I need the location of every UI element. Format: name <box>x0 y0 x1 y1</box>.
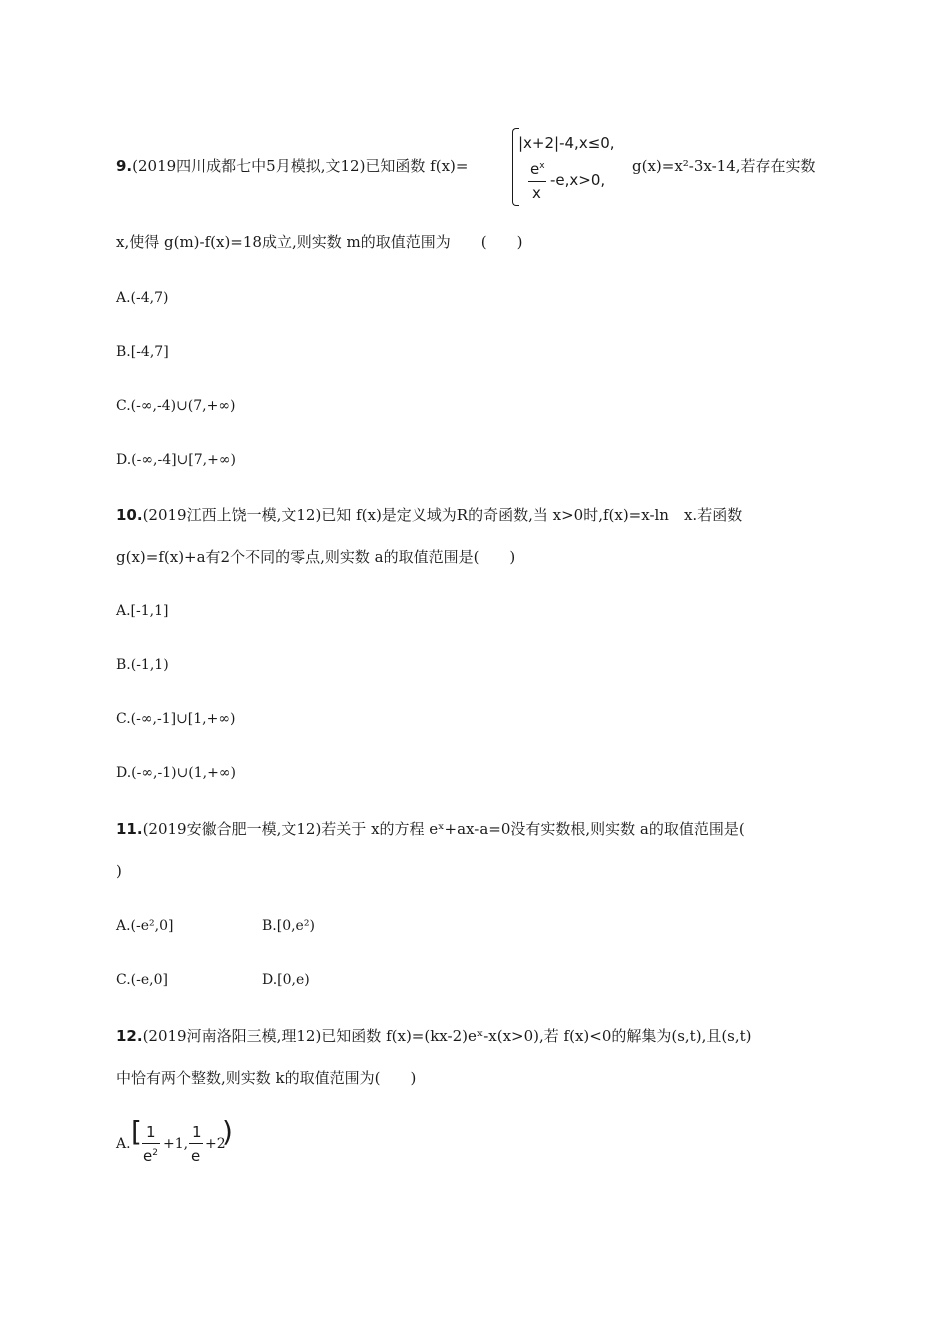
q12-optA-right-paren: ) <box>222 1115 233 1148</box>
q11-line2: ) <box>116 862 122 880</box>
q12-optA-den1-sup: 2 <box>152 1148 158 1158</box>
q12-optA-num2: 1 <box>192 1123 202 1141</box>
q9-case2-den: x <box>532 184 541 202</box>
q10-option-a[interactable]: A.[-1,1] <box>116 603 169 619</box>
q12-optA-label: A. <box>116 1136 131 1152</box>
q12-stem-a: (2019河南洛阳三模,理12)已知函数 f(x)=(kx-2)eˣ-x(x>0),若 f(x)<0的解集为(s,t),且(s,t) <box>142 1027 752 1045</box>
q11-option-d[interactable]: D.[0,e) <box>262 972 310 988</box>
q9-option-b[interactable]: B.[-4,7] <box>116 344 169 360</box>
q12-optA-den1-e: e <box>143 1147 153 1165</box>
q9-case2-fracline <box>528 181 546 182</box>
q12-optA-den1 <box>143 1146 158 1169</box>
q9-option-a[interactable]: A.(-4,7) <box>116 290 169 306</box>
q10-option-d[interactable]: D.(-∞,-1)∪(1,+∞) <box>116 765 236 781</box>
q11-option-a[interactable]: A.(-e²,0] <box>116 918 174 934</box>
q10-line1 <box>116 505 742 525</box>
q9-line2: x,使得 g(m)-f(x)=18成立,则实数 m的取值范围为 ( ) <box>116 233 523 251</box>
q9-line1-left <box>116 156 468 176</box>
q9-case1: |x+2|-4,x≤0, <box>518 134 615 152</box>
q10-number: 10. <box>116 506 143 524</box>
q12-optA-fracline1 <box>142 1143 160 1144</box>
q9-stem-a: (2019四川成都七中5月模拟,文12)已知函数 f(x)= <box>132 157 469 175</box>
q9-stem-b: g(x)=x²-3x-14,若存在实数 <box>632 157 816 175</box>
q10-option-c[interactable]: C.(-∞,-1]∪[1,+∞) <box>116 711 236 727</box>
q12-optA-den2: e <box>191 1147 201 1165</box>
q10-stem-a: (2019江西上饶一模,文12)已知 f(x)是定义域为R的奇函数,当 x>0时,f(x)=x-ln x.若函数 <box>142 506 743 524</box>
q9-case2-rest: -e,x>0, <box>550 171 606 189</box>
q9-option-d[interactable]: D.(-∞,-4]∪[7,+∞) <box>116 452 236 468</box>
q12-option-a[interactable] <box>116 1115 236 1174</box>
q10-option-b[interactable]: B.(-1,1) <box>116 657 169 673</box>
q11-number: 11. <box>116 820 143 838</box>
q12-optA-end: +2 <box>205 1136 226 1152</box>
q12-optA-left-bracket: [ <box>131 1115 142 1148</box>
q11-line1 <box>116 819 745 839</box>
q9-case2-sup: x <box>539 161 545 171</box>
q12-optA-fracline2 <box>189 1143 203 1144</box>
q9-number: 9. <box>116 157 133 175</box>
q12-number: 12. <box>116 1027 143 1045</box>
q10-line2: g(x)=f(x)+a有2个不同的零点,则实数 a的取值范围是( ) <box>116 548 516 566</box>
q9-case2-e: e <box>530 160 540 178</box>
q11-option-c[interactable]: C.(-e,0] <box>116 972 168 988</box>
q11-option-b[interactable]: B.[0,e²) <box>262 918 315 934</box>
q12-line2: 中恰有两个整数,则实数 k的取值范围为( ) <box>116 1069 417 1087</box>
q9-case2-num <box>530 160 545 178</box>
q11-stem-a: (2019安徽合肥一模,文12)若关于 x的方程 eˣ+ax-a=0没有实数根,则实数 a的取值范围是( <box>142 820 745 838</box>
q12-optA-mid: +1, <box>163 1136 189 1152</box>
q12-optA-num1: 1 <box>146 1123 156 1141</box>
q9-option-c[interactable]: C.(-∞,-4)∪(7,+∞) <box>116 398 236 414</box>
q12-line1 <box>116 1026 752 1046</box>
